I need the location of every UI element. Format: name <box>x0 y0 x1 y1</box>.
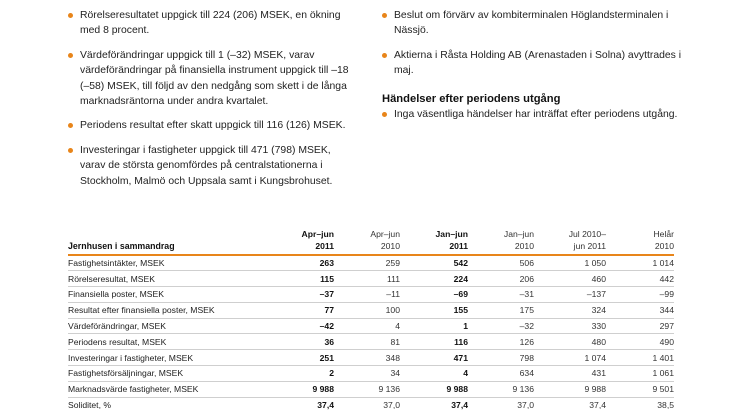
bullet-icon <box>382 13 387 18</box>
highlights-list <box>68 8 358 189</box>
table-cell: 9 988 <box>400 381 468 397</box>
list-item: Inga väsentliga händelser har inträffat efter periodens utgång. <box>382 107 682 122</box>
summary-table-container <box>68 229 674 413</box>
table-cell: 297 <box>606 318 674 334</box>
table-cell: –99 <box>606 287 674 303</box>
row-label: Värdeförändringar, MSEK <box>68 318 268 334</box>
table-cell: 126 <box>468 334 534 350</box>
table-cell: 116 <box>400 334 468 350</box>
table-cell: 37,0 <box>468 397 534 413</box>
table-cell: 115 <box>268 271 334 287</box>
table-cell: 460 <box>534 271 606 287</box>
table-cell: 77 <box>268 302 334 318</box>
column-header: Jul 2010– jun 2011 <box>534 229 606 255</box>
left-column <box>68 8 358 198</box>
table-cell: –137 <box>534 287 606 303</box>
column-header: Helår 2010 <box>606 229 674 255</box>
row-label: Marknadsvärde fastigheter, MSEK <box>68 381 268 397</box>
table-row <box>68 318 674 334</box>
table-row <box>68 397 674 413</box>
table-cell: 431 <box>534 366 606 382</box>
table-cell: 111 <box>334 271 400 287</box>
table-row <box>68 366 674 382</box>
table-cell: –69 <box>400 287 468 303</box>
highlights-list-right <box>382 8 682 79</box>
table-cell: 251 <box>268 350 334 366</box>
row-label: Investeringar i fastigheter, MSEK <box>68 350 268 366</box>
table-cell: 37,4 <box>534 397 606 413</box>
events-after-list <box>382 107 682 122</box>
table-cell: 263 <box>268 255 334 271</box>
table-cell: 206 <box>468 271 534 287</box>
row-label: Periodens resultat, MSEK <box>68 334 268 350</box>
table-cell: –42 <box>268 318 334 334</box>
table-cell: 36 <box>268 334 334 350</box>
table-cell: 490 <box>606 334 674 350</box>
row-label: Finansiella poster, MSEK <box>68 287 268 303</box>
table-cell: 155 <box>400 302 468 318</box>
table-cell: 9 501 <box>606 381 674 397</box>
list-item: Rörelseresultatet uppgick till 224 (206) MSEK, en ökning med 8 procent. <box>68 8 358 39</box>
table-cell: 506 <box>468 255 534 271</box>
table-row <box>68 350 674 366</box>
table-cell: 175 <box>468 302 534 318</box>
table-cell: 37,0 <box>334 397 400 413</box>
table-cell: 1 <box>400 318 468 334</box>
table-cell: 344 <box>606 302 674 318</box>
table-cell: 442 <box>606 271 674 287</box>
table-row <box>68 255 674 271</box>
right-column <box>382 8 682 131</box>
table-cell: 348 <box>334 350 400 366</box>
table-row <box>68 381 674 397</box>
bullet-icon <box>68 53 73 58</box>
table-row <box>68 334 674 350</box>
list-item: Investeringar i fastigheter uppgick till 471 (798) MSEK, varav de största genomfördes på centralstationerna i Stockholm, Malmö och Uppsala samt i Kungsbrohuset. <box>68 143 358 189</box>
list-item: Aktierna i Råsta Holding AB (Arenastaden i Solna) avyttrades i maj. <box>382 48 682 79</box>
table-row <box>68 302 674 318</box>
table-cell: 1 074 <box>534 350 606 366</box>
table-cell: –32 <box>468 318 534 334</box>
table-row <box>68 271 674 287</box>
list-item: Beslut om förvärv av kombiterminalen Höglandsterminalen i Nässjö. <box>382 8 682 39</box>
bullet-icon <box>68 123 73 128</box>
row-label: Rörelseresultat, MSEK <box>68 271 268 287</box>
bullet-icon <box>382 112 387 117</box>
table-cell: 798 <box>468 350 534 366</box>
table-cell: 634 <box>468 366 534 382</box>
table-cell: 9 136 <box>334 381 400 397</box>
table-cell: 37,4 <box>268 397 334 413</box>
row-label: Soliditet, % <box>68 397 268 413</box>
column-header: Apr–jun 2011 <box>268 229 334 255</box>
table-cell: 259 <box>334 255 400 271</box>
column-header: Apr–jun 2010 <box>334 229 400 255</box>
events-after-title: Händelser efter periodens utgång <box>382 92 561 105</box>
table-cell: 1 014 <box>606 255 674 271</box>
table-cell: 38,5 <box>606 397 674 413</box>
table-cell: 34 <box>334 366 400 382</box>
table-cell: 81 <box>334 334 400 350</box>
column-header: Jan–jun 2011 <box>400 229 468 255</box>
table-cell: 224 <box>400 271 468 287</box>
table-cell: 480 <box>534 334 606 350</box>
table-row <box>68 287 674 303</box>
table-cell: –31 <box>468 287 534 303</box>
table-cell: 471 <box>400 350 468 366</box>
table-cell: 1 050 <box>534 255 606 271</box>
bullet-icon <box>382 53 387 58</box>
bullet-icon <box>68 148 73 153</box>
table-cell: 4 <box>400 366 468 382</box>
table-cell: 9 988 <box>534 381 606 397</box>
table-cell: 9 988 <box>268 381 334 397</box>
table-header-row <box>68 229 674 255</box>
summary-table <box>68 229 674 413</box>
table-cell: 330 <box>534 318 606 334</box>
row-label: Fastighetsförsäljningar, MSEK <box>68 366 268 382</box>
table-cell: 2 <box>268 366 334 382</box>
table-cell: 9 136 <box>468 381 534 397</box>
table-cell: 4 <box>334 318 400 334</box>
column-header: Jan–jun 2010 <box>468 229 534 255</box>
table-cell: –37 <box>268 287 334 303</box>
table-body <box>68 255 674 413</box>
list-item: Periodens resultat efter skatt uppgick till 116 (126) MSEK. <box>68 118 358 133</box>
table-cell: 324 <box>534 302 606 318</box>
table-cell: 1 061 <box>606 366 674 382</box>
row-label: Fastighetsintäkter, MSEK <box>68 255 268 271</box>
table-cell: 542 <box>400 255 468 271</box>
table-cell: 37,4 <box>400 397 468 413</box>
table-cell: 100 <box>334 302 400 318</box>
list-item: Värdeförändringar uppgick till 1 (–32) MSEK, varav värdeförändringar på finansiella instrument uppgick till –18 (–58) MSEK, till följd av den nedgång som skett i de långa marknadsräntorna under andra kvartalet. <box>68 48 358 110</box>
row-label: Resultat efter finansiella poster, MSEK <box>68 302 268 318</box>
table-cell: –11 <box>334 287 400 303</box>
bullet-icon <box>68 13 73 18</box>
table-title: Jernhusen i sammandrag <box>68 229 268 255</box>
table-cell: 1 401 <box>606 350 674 366</box>
